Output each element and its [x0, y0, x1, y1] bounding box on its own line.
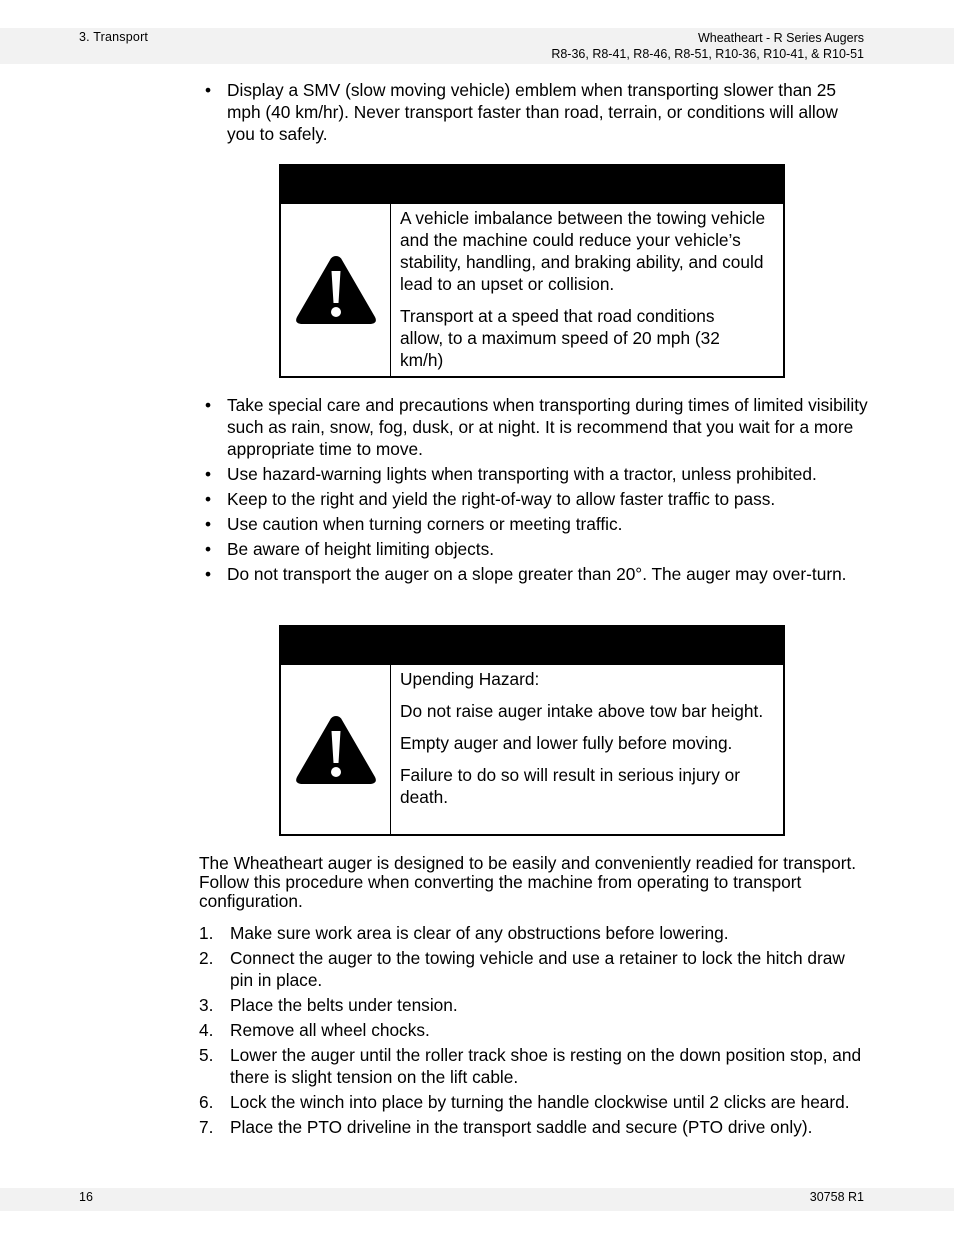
step-text: Connect the auger to the towing vehicle and use a retainer to lock the hitch draw pin in place.	[230, 948, 845, 990]
step-text: Place the belts under tension.	[230, 995, 458, 1015]
list-item: • Use hazard-warning lights when transporting with a tractor, unless prohibited.	[205, 464, 817, 484]
list-item: 3. Place the belts under tension.	[199, 995, 458, 1015]
list-item-text: Keep to the right and yield the right-of-way to allow faster traffic to pass.	[227, 489, 776, 509]
list-item: 6. Lock the winch into place by turning the handle clockwise until 2 clicks are heard.	[199, 1092, 850, 1112]
document-id: 30758 R1	[809, 1190, 864, 1204]
warning-text	[391, 665, 783, 834]
procedure-steps	[199, 922, 871, 1141]
warning-paragraph: Empty auger and lower fully before moving.	[400, 733, 733, 753]
step-text: Make sure work area is clear of any obstructions before lowering.	[230, 923, 729, 943]
list-item: 1. Make sure work area is clear of any obstructions before lowering.	[199, 923, 729, 943]
list-item: • Take special care and precautions when transporting during times of limited visibility such as rain, snow, fog, dusk, or at night. It is recommend that you wait for a more appropriate time to move.	[205, 395, 868, 459]
bullet-list-top	[200, 79, 870, 148]
list-item: • Keep to the right and yield the right-of-way to allow faster traffic to pass.	[205, 489, 776, 509]
list-item-text: Take special care and precautions when transporting during times of limited visibility such as rain, snow, fog, dusk, or at night. It is recommend that you wait for a more appropriate time to move.	[227, 395, 868, 459]
list-item-text: Use hazard-warning lights when transporting with a tractor, unless prohibited.	[227, 464, 817, 484]
list-item-text: Be aware of height limiting objects.	[227, 539, 495, 559]
list-item: • Display a SMV (slow moving vehicle) emblem when transporting slower than 25 mph (40 km/hr). Never transport faster than road, terrain, or conditions will allow you to safely.	[205, 80, 838, 144]
list-item: • Be aware of height limiting objects.	[205, 539, 495, 559]
warning-paragraph: A vehicle imbalance between the towing vehicle and the machine could reduce your vehicle’s stability, handling, and braking ability, and could lead to an upset or collision.	[400, 208, 766, 294]
list-item: • Do not transport the auger on a slope greater than 20°. The auger may over-turn.	[205, 564, 847, 584]
intro-paragraph: The Wheatheart auger is designed to be easily and conveniently readied for transport. Follow this procedure when converting the machine from operating to transport configuration.	[199, 853, 857, 911]
warning-box	[279, 164, 785, 378]
document-title-block	[551, 30, 864, 62]
document-title: Wheatheart - R Series Augers	[697, 31, 864, 45]
warning-paragraph: Do not raise auger intake above tow bar height.	[400, 701, 764, 721]
list-item: • Use caution when turning corners or meeting traffic.	[205, 514, 623, 534]
warning-icon-cell	[281, 665, 391, 834]
list-item-text: Use caution when turning corners or meeting traffic.	[227, 514, 623, 534]
list-item: 4. Remove all wheel chocks.	[199, 1020, 430, 1040]
page-number: 16	[79, 1190, 93, 1204]
warning-text	[391, 204, 783, 376]
page-footer	[0, 1188, 954, 1211]
list-item-text: Do not transport the auger on a slope greater than 20°. The auger may over-turn.	[227, 564, 847, 584]
step-text: Lower the auger until the roller track shoe is resting on the down position stop, and there is slight tension on the lift cable.	[230, 1045, 862, 1087]
warning-paragraph: Failure to do so will result in serious injury or death.	[400, 765, 740, 807]
warning-triangle-icon	[294, 253, 378, 327]
warning-paragraph: Transport at a speed that road conditions allow, to a maximum speed of 20 mph (32 km/h)	[400, 306, 720, 370]
warning-icon-cell	[281, 204, 391, 376]
bullet-list-middle	[200, 394, 870, 588]
page-header	[0, 28, 954, 64]
warning-header-bar	[281, 627, 783, 665]
warning-header-bar	[281, 166, 783, 204]
step-text: Lock the winch into place by turning the handle clockwise until 2 clicks are heard.	[230, 1092, 850, 1112]
section-title: 3. Transport	[79, 30, 149, 44]
warning-triangle-icon	[294, 713, 378, 787]
step-text: Place the PTO driveline in the transport saddle and secure (PTO drive only).	[230, 1117, 813, 1137]
list-item: 2. Connect the auger to the towing vehicle and use a retainer to lock the hitch draw pin in place.	[199, 948, 845, 990]
list-item-text: Display a SMV (slow moving vehicle) emblem when transporting slower than 25 mph (40 km/hr). Never transport faster than road, terrain, or conditions will allow you to safely.	[227, 80, 838, 144]
list-item: 7. Place the PTO driveline in the transport saddle and secure (PTO drive only).	[199, 1117, 813, 1137]
warning-paragraph: Upending Hazard:	[400, 669, 540, 689]
list-item: 5. Lower the auger until the roller track shoe is resting on the down position stop, and there is slight tension on the lift cable.	[199, 1045, 862, 1087]
warning-box	[279, 625, 785, 836]
model-list: R8-36, R8-41, R8-46, R8-51, R10-36, R10-41, & R10-51	[551, 47, 864, 61]
step-text: Remove all wheel chocks.	[230, 1020, 430, 1040]
